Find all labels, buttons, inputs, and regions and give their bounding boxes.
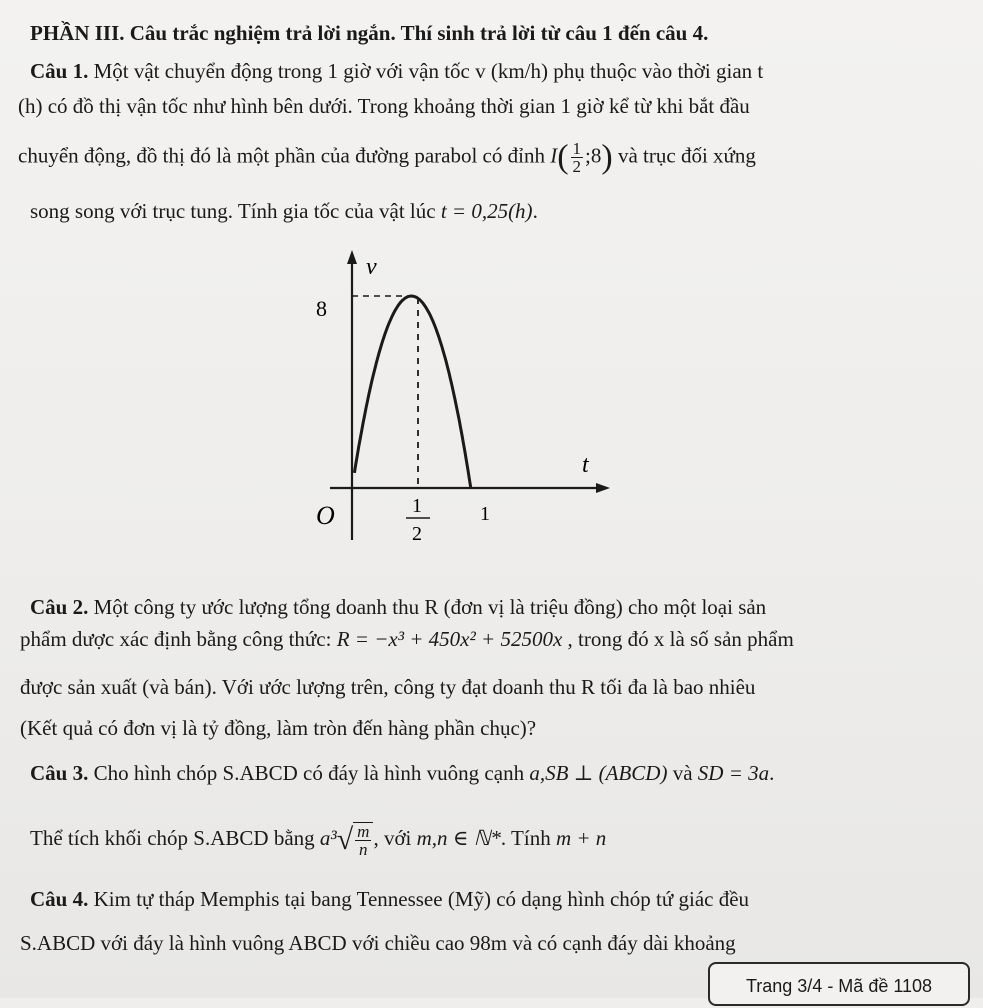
origin-label: O xyxy=(316,501,335,530)
vertex-rest: ;8 xyxy=(585,143,602,168)
q4-label: Câu 4. xyxy=(30,887,89,911)
q4-line-1: Câu 4. Kim tự tháp Memphis tại bang Tennessee (Mỹ) có dạng hình chóp tứ giác đều xyxy=(30,887,750,911)
q1-text-3b: và trục đối xứng xyxy=(612,143,756,168)
q3-line-1: Câu 3. Cho hình chóp S.ABCD có đáy là hình vuông cạnh a,SB ⊥ (ABCD) và SD = 3a. xyxy=(30,761,775,785)
t-axis-label: t xyxy=(582,452,589,478)
velocity-graph xyxy=(300,240,630,560)
q1-line-2: (h) có đồ thị vận tốc như hình bên dưới. Trong khoảng thời gian 1 giờ kể từ khi bắt đầu xyxy=(18,94,750,118)
velocity-parabola xyxy=(354,296,470,488)
q1-text-1: Một vật chuyển động trong 1 giờ với vận tốc v (km/h) phụ thuộc vào thời gian t xyxy=(88,59,764,83)
section-header: PHẦN III. Câu trắc nghiệm trả lời ngắn. Thí sinh trả lời từ câu 1 đến câu 4. xyxy=(30,21,709,45)
q1-text-3a: chuyển động, đồ thị đó là một phần của đường parabol có đỉnh xyxy=(18,143,551,168)
q4-line-2: S.ABCD với đáy là hình vuông ABCD với chiều cao 98m và có cạnh đáy dài khoảng xyxy=(20,931,736,955)
v-axis-label: v xyxy=(366,254,377,280)
q2-label: Câu 2. xyxy=(30,595,89,619)
square-root: √ $\frac{m}{n}$ xyxy=(337,822,374,858)
y-tick-8: 8 xyxy=(316,296,327,321)
q2-line-4: (Kết quả có đơn vị là tỷ đồng, làm tròn đến hàng phần chục)? xyxy=(20,716,537,740)
q1-label: Câu 1. xyxy=(30,59,89,83)
t-axis-arrow xyxy=(596,483,610,493)
page-footer: Trang 3/4 - Mã đề 1108 xyxy=(708,962,970,1006)
q1-line-3: chuyển động, đồ thị đó là một phần của đường parabol có đỉnh I( $\frac{1}{2}$ ;8) và trục đối xứng xyxy=(18,138,756,176)
v-axis-arrow xyxy=(347,250,357,264)
time-value: t = 0,25(h) xyxy=(440,199,533,223)
q2-line-1: Câu 2. Một công ty ước lượng tổng doanh thu R (đơn vị là triệu đồng) cho một loại sản xyxy=(30,595,767,619)
x-tick-half-num: 1 xyxy=(412,495,422,517)
vertex-name: I xyxy=(550,143,558,168)
x-tick-one: 1 xyxy=(480,503,490,525)
a-cubed: a³ xyxy=(319,825,337,850)
q1-line-4: song song với trục tung. Tính gia tốc của vật lúc t = 0,25(h). xyxy=(30,199,538,223)
q2-line-3: được sản xuất (và bán). Với ước lượng trên, công ty đạt doanh thu R tối đa là bao nhiêu xyxy=(20,675,756,699)
revenue-formula: R = −x³ + 450x² + 52500x xyxy=(336,627,563,651)
q1-line-1 xyxy=(30,58,763,84)
q2-line-2: phẩm dược xác định bằng công thức: R = −x³ + 450x² + 52500x , trong đó x là số sản phẩm xyxy=(20,627,794,651)
q3-line-2: Thể tích khối chóp S.ABCD bằng a³√ $\frac{m}{n}$ , với m,n ∈ ℕ*. Tính m + n xyxy=(30,822,607,859)
q3-label: Câu 3. xyxy=(30,761,89,785)
vertex-fraction: $\frac{1}{2}$ xyxy=(572,139,582,176)
x-tick-half-den: 2 xyxy=(412,523,422,545)
